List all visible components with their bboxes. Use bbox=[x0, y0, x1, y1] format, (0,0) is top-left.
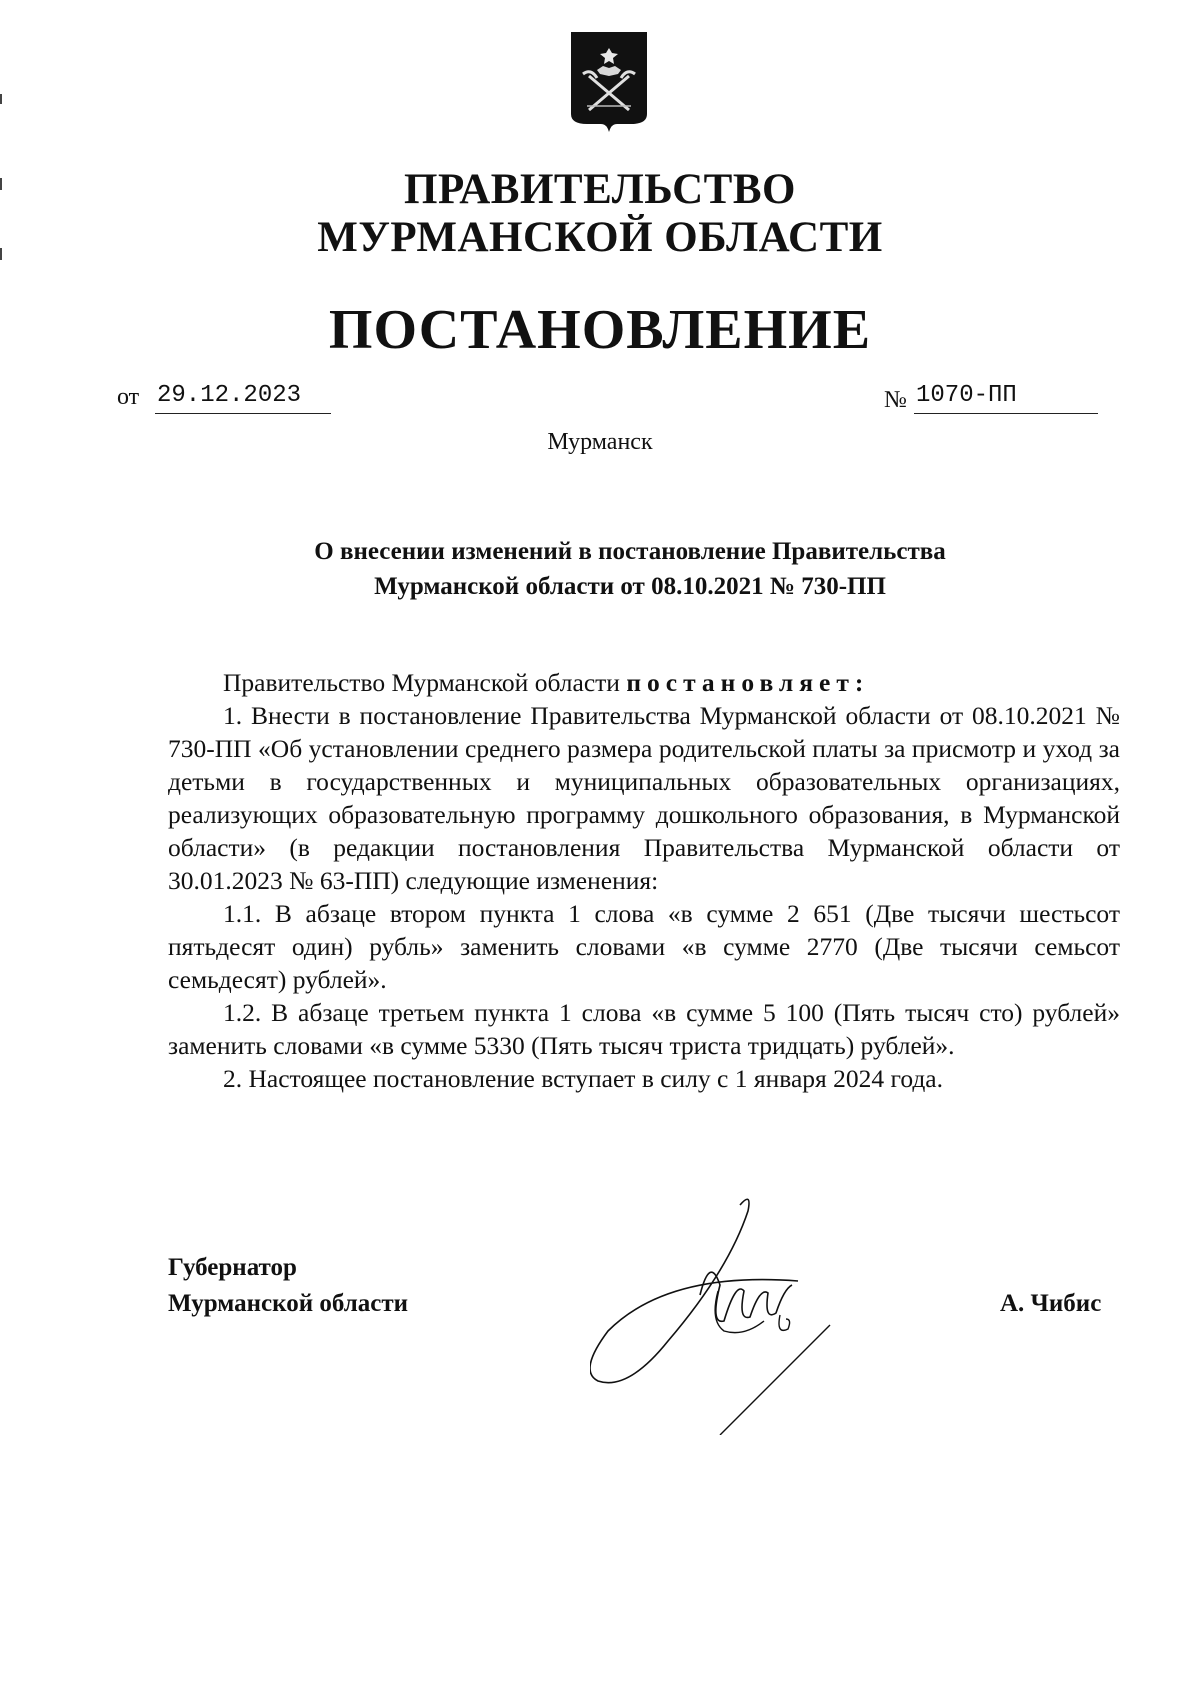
city-name: Мурманск bbox=[547, 429, 653, 455]
document-date: 29.12.2023 bbox=[155, 379, 331, 414]
document-number: 1070-ПП bbox=[914, 379, 1098, 414]
signatory-title bbox=[168, 1250, 408, 1322]
scan-edge-mark bbox=[0, 94, 2, 104]
subject-line: О внесении изменений в постановление Правительства bbox=[314, 538, 946, 565]
paragraph-2: 2. Настоящее постановление вступает в силу с 1 января 2024 года. bbox=[223, 1064, 944, 1093]
document-body bbox=[168, 666, 1120, 1095]
subject-line: Мурманской области от 08.10.2021 № 730-ПП bbox=[374, 573, 886, 600]
number-sign: № bbox=[884, 387, 907, 413]
document-subject bbox=[230, 534, 1030, 604]
signatory-title-line: Губернатор bbox=[168, 1254, 297, 1281]
coat-of-arms-emblem bbox=[569, 30, 649, 134]
intro-text: Правительство Мурманской области bbox=[223, 668, 620, 697]
paragraph-1-1: 1.1. В абзаце втором пункта 1 слова «в сумме 2 651 (Две тысячи шестьсот пятьдесят один) рубль» заменить словами «в сумме 2770 (Две тысячи семьсот семьдесят) рублей». bbox=[168, 899, 1120, 994]
signatory-title-line: Мурманской области bbox=[168, 1290, 409, 1317]
paragraph-1-2: 1.2. В абзаце третьем пункта 1 слова «в сумме 5 100 (Пять тысяч сто) рублей» заменить словами «в сумме 5330 (Пять тысяч триста тридцать) рублей». bbox=[168, 998, 1120, 1060]
intro-paragraph bbox=[168, 666, 1120, 699]
organization-name-line2: МУРМАНСКОЙ ОБЛАСТИ bbox=[317, 214, 883, 261]
date-prefix: от bbox=[117, 384, 140, 410]
handwritten-signature bbox=[590, 1195, 890, 1435]
document-type-title: ПОСТАНОВЛЕНИЕ bbox=[328, 299, 872, 361]
signatory-name: А. Чибис bbox=[1000, 1290, 1102, 1317]
organization-name-line1: ПРАВИТЕЛЬСТВО bbox=[404, 166, 796, 213]
paragraph-1: 1. Внести в постановление Правительства Мурманской области от 08.10.2021 № 730-ПП «Об установлении среднего размера родительской платы за присмотр и уход за детьми в государственных и муниципальных образовательных организациях, реализующих образовательную программу дошкольного образования, в Мурманской области» (в редакции постановления Правительства Мурманской области от 30.01.2023 № 63-ПП) следующие изменения: bbox=[168, 701, 1120, 895]
resolution-verb: постановляет: bbox=[626, 668, 870, 697]
